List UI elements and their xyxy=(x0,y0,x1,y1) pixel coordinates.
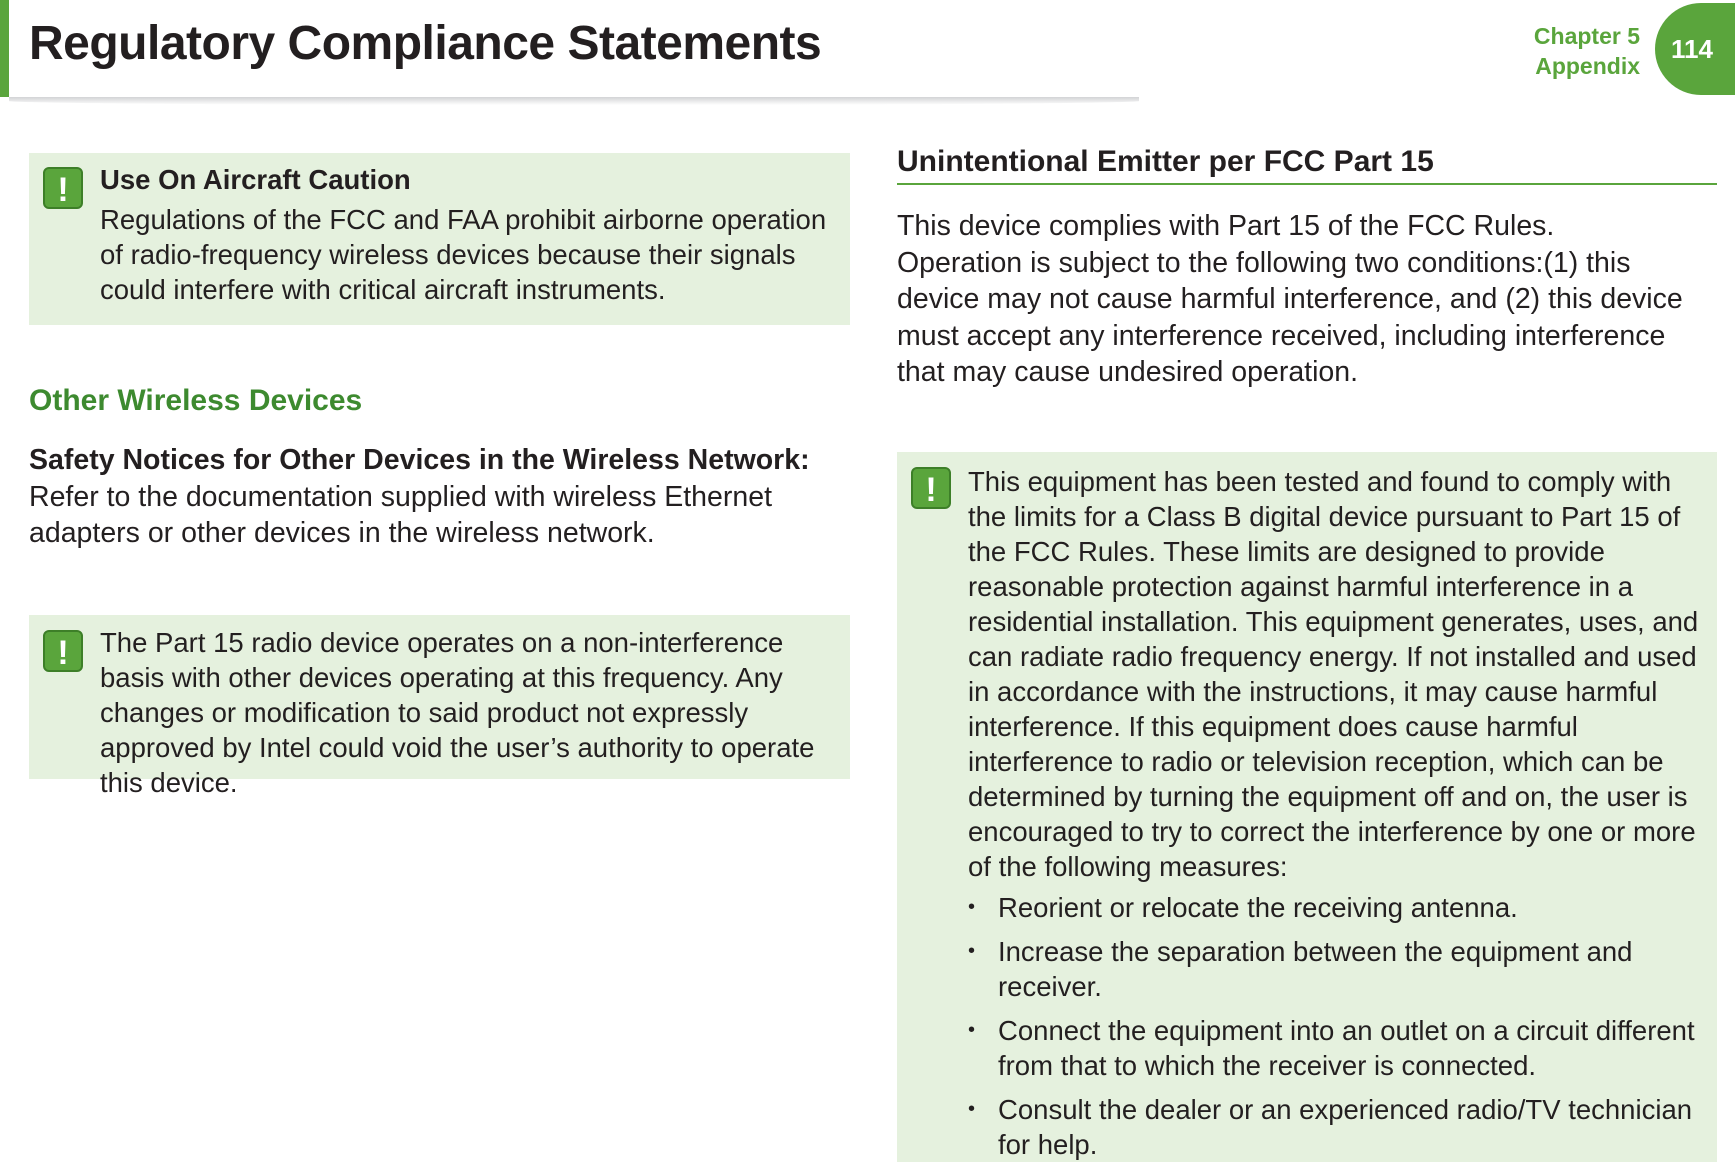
chapter-number: Chapter 5 xyxy=(1533,23,1640,49)
fcc-part15-heading: Unintentional Emitter per FCC Part 15 xyxy=(897,145,1717,185)
list-item: • Consult the dealer or an experienced radio/TV technician for help. xyxy=(968,1094,1693,1160)
class-b-notice xyxy=(897,452,1717,1162)
aircraft-caution-notice xyxy=(29,153,850,325)
header-divider xyxy=(9,97,1139,105)
page-title: Regulatory Compliance Statements xyxy=(29,17,822,70)
header-accent-bar xyxy=(0,0,9,97)
measures-list xyxy=(968,890,1704,1162)
other-wireless-paragraph xyxy=(29,442,851,552)
exclamation-icon: ! xyxy=(43,630,83,672)
list-item: • Connect the equipment into an outlet on a circuit different from that to which the receiver is connected. xyxy=(968,1015,1695,1081)
class-b-notice-content xyxy=(968,464,1704,1171)
list-item: • Increase the separation between the equipment and receiver. xyxy=(968,936,1633,1002)
chapter-section: Appendix xyxy=(1535,53,1640,79)
exclamation-icon: ! xyxy=(43,167,83,209)
aircraft-caution-text: Regulations of the FCC and FAA prohibit airborne operation of radio-frequency wireless devices because their signals could interfere with critical aircraft instruments. xyxy=(100,204,827,305)
class-b-notice-text: This equipment has been tested and found to comply with the limits for a Class B digital device pursuant to Part 15 of the FCC Rules. These limits are designed to provide reasonable protection against harmful interference in a residential installation. This equipment generates, uses, and can radiate radio frequency energy. If not installed and used in accordance with the instructions, it may cause harmful interference. If this equipment does cause harmful interference to radio or television reception, which can be determined by turning the equipment off and on, the user is encouraged to try to correct the interference by one or more of the following measures: xyxy=(968,466,1699,882)
aircraft-caution-title: Use On Aircraft Caution xyxy=(100,164,411,195)
other-wireless-lead: Safety Notices for Other Devices in the Wireless Network: xyxy=(29,444,810,476)
exclamation-icon: ! xyxy=(911,467,951,509)
part15-notice-text: The Part 15 radio device operates on a non-interference basis with other devices operating at this frequency. Any changes or modification to said product not expressly approved by Intel could void the user’s authority to operate this device. xyxy=(100,627,815,798)
other-wireless-heading: Other Wireless Devices xyxy=(29,384,363,417)
bullet-icon: • xyxy=(968,1019,976,1041)
fcc-part15-intro: This device complies with Part 15 of the FCC Rules. Operation is subject to the following two conditions:(1) this device may not cause harmful interference, and (2) this device must accept any interference received, including interference that may cause undesired operation. xyxy=(897,210,1683,388)
list-item: • Reorient or relocate the receiving antenna. xyxy=(968,892,1518,923)
other-wireless-text: Refer to the documentation supplied with wireless Ethernet adapters or other devices in the wireless network. xyxy=(29,480,772,549)
bullet-icon: • xyxy=(968,940,976,962)
chapter-label xyxy=(1534,21,1640,81)
bullet-icon: • xyxy=(968,896,976,918)
page-number-badge: 114 xyxy=(1655,3,1735,95)
bullet-icon: • xyxy=(968,1098,976,1120)
part15-notice xyxy=(29,615,850,798)
aircraft-caution-content xyxy=(100,162,835,307)
